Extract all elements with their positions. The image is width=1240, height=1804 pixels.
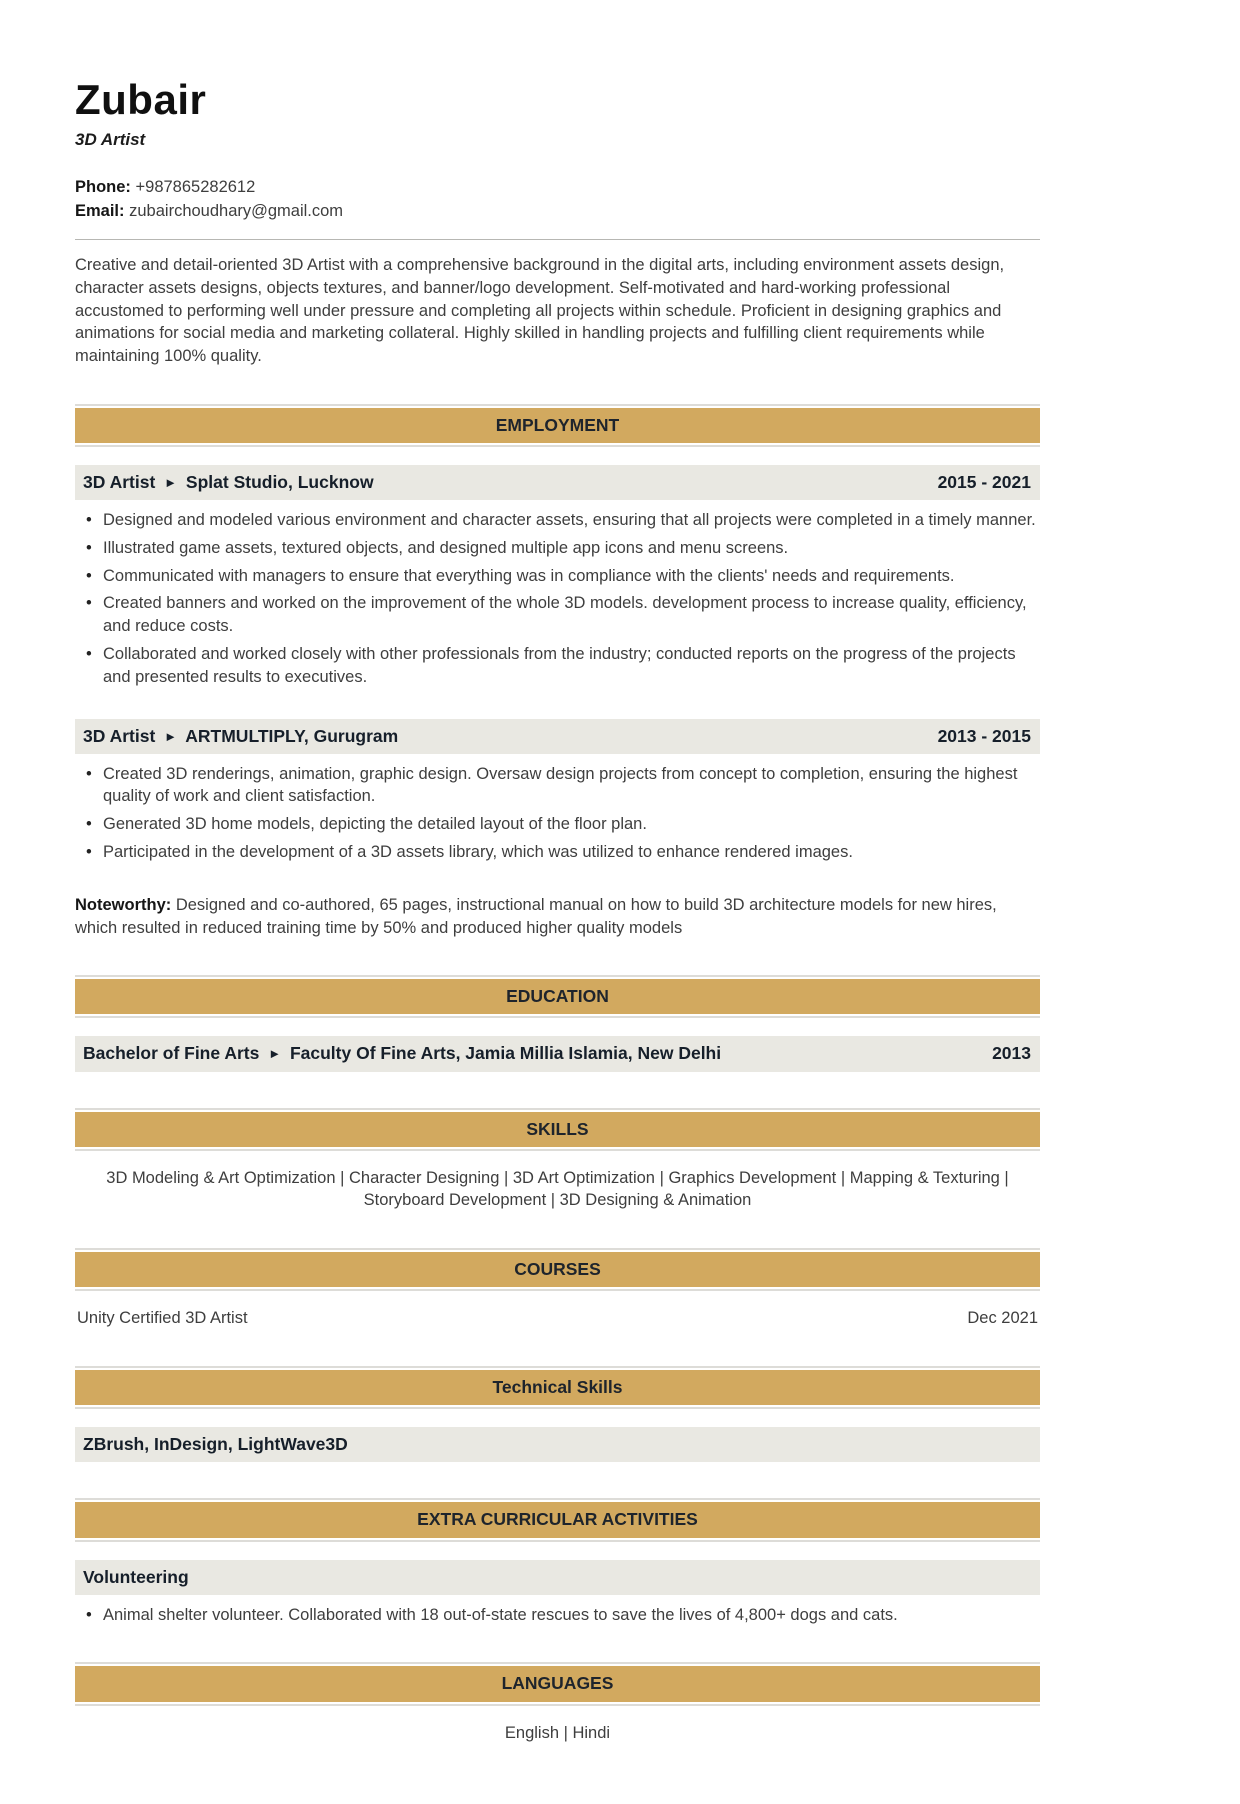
noteworthy-text: Designed and co-authored, 65 pages, instructional manual on how to build 3D architecture models for new hires, which resulted in reduced training time by 50% and produced higher quality models [75,895,997,937]
phone-label: Phone: [75,177,131,196]
noteworthy-label: Noteworthy: [75,895,172,914]
languages-list: English | Hindi [504,1723,611,1742]
job-header-row [75,465,1040,500]
job-role: 3D Artist [83,725,156,746]
volunteering-row [75,1560,1040,1595]
section-title: LANGUAGES [75,1666,1040,1701]
technical-skills-row [75,1427,1040,1462]
job-bullet: • Communicated with managers to ensure that everything was in compliance with the clients' needs and requirements. [75,565,1040,588]
section-technical-skills-header [75,1366,1040,1409]
section-title: EXTRA CURRICULAR ACTIVITIES [75,1502,1040,1537]
education-degree: Bachelor of Fine Arts [83,1043,260,1064]
job-bullet: • Participated in the development of a 3D assets library, which was utilized to enhance rendered images. [75,841,1040,864]
section-skills-header [75,1108,1040,1151]
job-bullet: • Designed and modeled various environment and character assets, ensuring that all projects were completed in a timely manner. [75,509,1040,532]
candidate-title: 3D Artist [75,130,146,150]
job-header-row [75,719,1040,754]
resume-header [75,78,1040,368]
volunteering-title: Volunteering [83,1566,189,1587]
job-bullet-list [75,763,1040,864]
course-date: Dec 2021 [967,1309,1038,1328]
section-education-header [75,975,1040,1018]
section-title: COURSES [75,1252,1040,1287]
arrow-icon: ► [164,475,178,491]
profile-summary: Creative and detail-oriented 3D Artist with a comprehensive background in the digital arts, including environment assets design, character assets designs, objects textures, and banner/logo development. Self-motivated and hard-working professional accustomed to performing well under pressure and completing all projects within schedule. Proficient in designing graphics and animations for social media and marketing collateral. Highly skilled in handling projects and fulfilling client requirements while maintaining 100% quality. [75,256,1005,366]
section-title: SKILLS [75,1112,1040,1147]
email-label: Email: [75,202,125,221]
noteworthy-note [75,894,1040,940]
section-courses-header [75,1248,1040,1291]
phone-value: +987865282612 [135,177,256,196]
email-value: zubairchoudhary@gmail.com [129,202,344,221]
phone-line [75,176,1040,199]
job-entry [75,719,1040,864]
job-bullet: • Generated 3D home models, depicting the detailed layout of the floor plan. [75,813,1040,836]
volunteering-bullet: • Animal shelter volunteer. Collaborated with 18 out-of-state rescues to save the lives of 4,800+ dogs and cats. [75,1604,1040,1627]
education-school: Faculty Of Fine Arts, Jamia Millia Islamia, New Delhi [289,1043,722,1064]
section-employment-header [75,404,1040,447]
job-role: 3D Artist [83,472,156,493]
job-bullet: • Collaborated and worked closely with other professionals from the industry; conducted reports on the progress of the projects and presented results to executives. [75,643,1040,689]
education-dates: 2013 [992,1043,1031,1064]
section-languages-header [75,1662,1040,1705]
job-company: Splat Studio, Lucknow [185,472,374,493]
job-dates: 2015 - 2021 [937,472,1031,493]
course-name: Unity Certified 3D Artist [77,1309,248,1328]
section-title: EDUCATION [75,979,1040,1014]
job-dates: 2013 - 2015 [937,725,1031,746]
job-title-line [83,470,374,494]
section-title: EMPLOYMENT [75,408,1040,443]
contact-block [75,176,1040,224]
arrow-icon: ► [268,1046,282,1062]
education-title-line [83,1041,721,1065]
job-bullet-list [75,509,1040,688]
email-line [75,200,1040,223]
job-bullet: • Illustrated game assets, textured objects, and designed multiple app icons and menu screens. [75,537,1040,560]
job-bullet: • Created 3D renderings, animation, graphic design. Oversaw design projects from concept to completion, ensuring the highest quality of work and client satisfaction. [75,763,1040,809]
technical-skills-list: ZBrush, InDesign, LightWave3D [83,1434,348,1455]
job-title-line [83,724,398,748]
course-row [75,1307,1040,1330]
header-divider [75,239,1040,240]
section-extra-curricular-header [75,1498,1040,1541]
job-bullet: • Created banners and worked on the improvement of the whole 3D models. development process to increase quality, efficiency, and reduce costs. [75,592,1040,638]
section-title: Technical Skills [75,1370,1040,1405]
job-company: ARTMULTIPLY, Gurugram [185,725,399,746]
job-entry [75,465,1040,689]
volunteering-bullet-list [75,1604,1040,1627]
candidate-name: Zubair [75,76,207,123]
education-row [75,1036,1040,1071]
skills-list: 3D Modeling & Art Optimization | Character Designing | 3D Art Optimization | Graphics Development | Mapping & Texturing | Storyboard Development | 3D Designing & Animation [106,1168,1009,1210]
arrow-icon: ► [164,728,178,744]
